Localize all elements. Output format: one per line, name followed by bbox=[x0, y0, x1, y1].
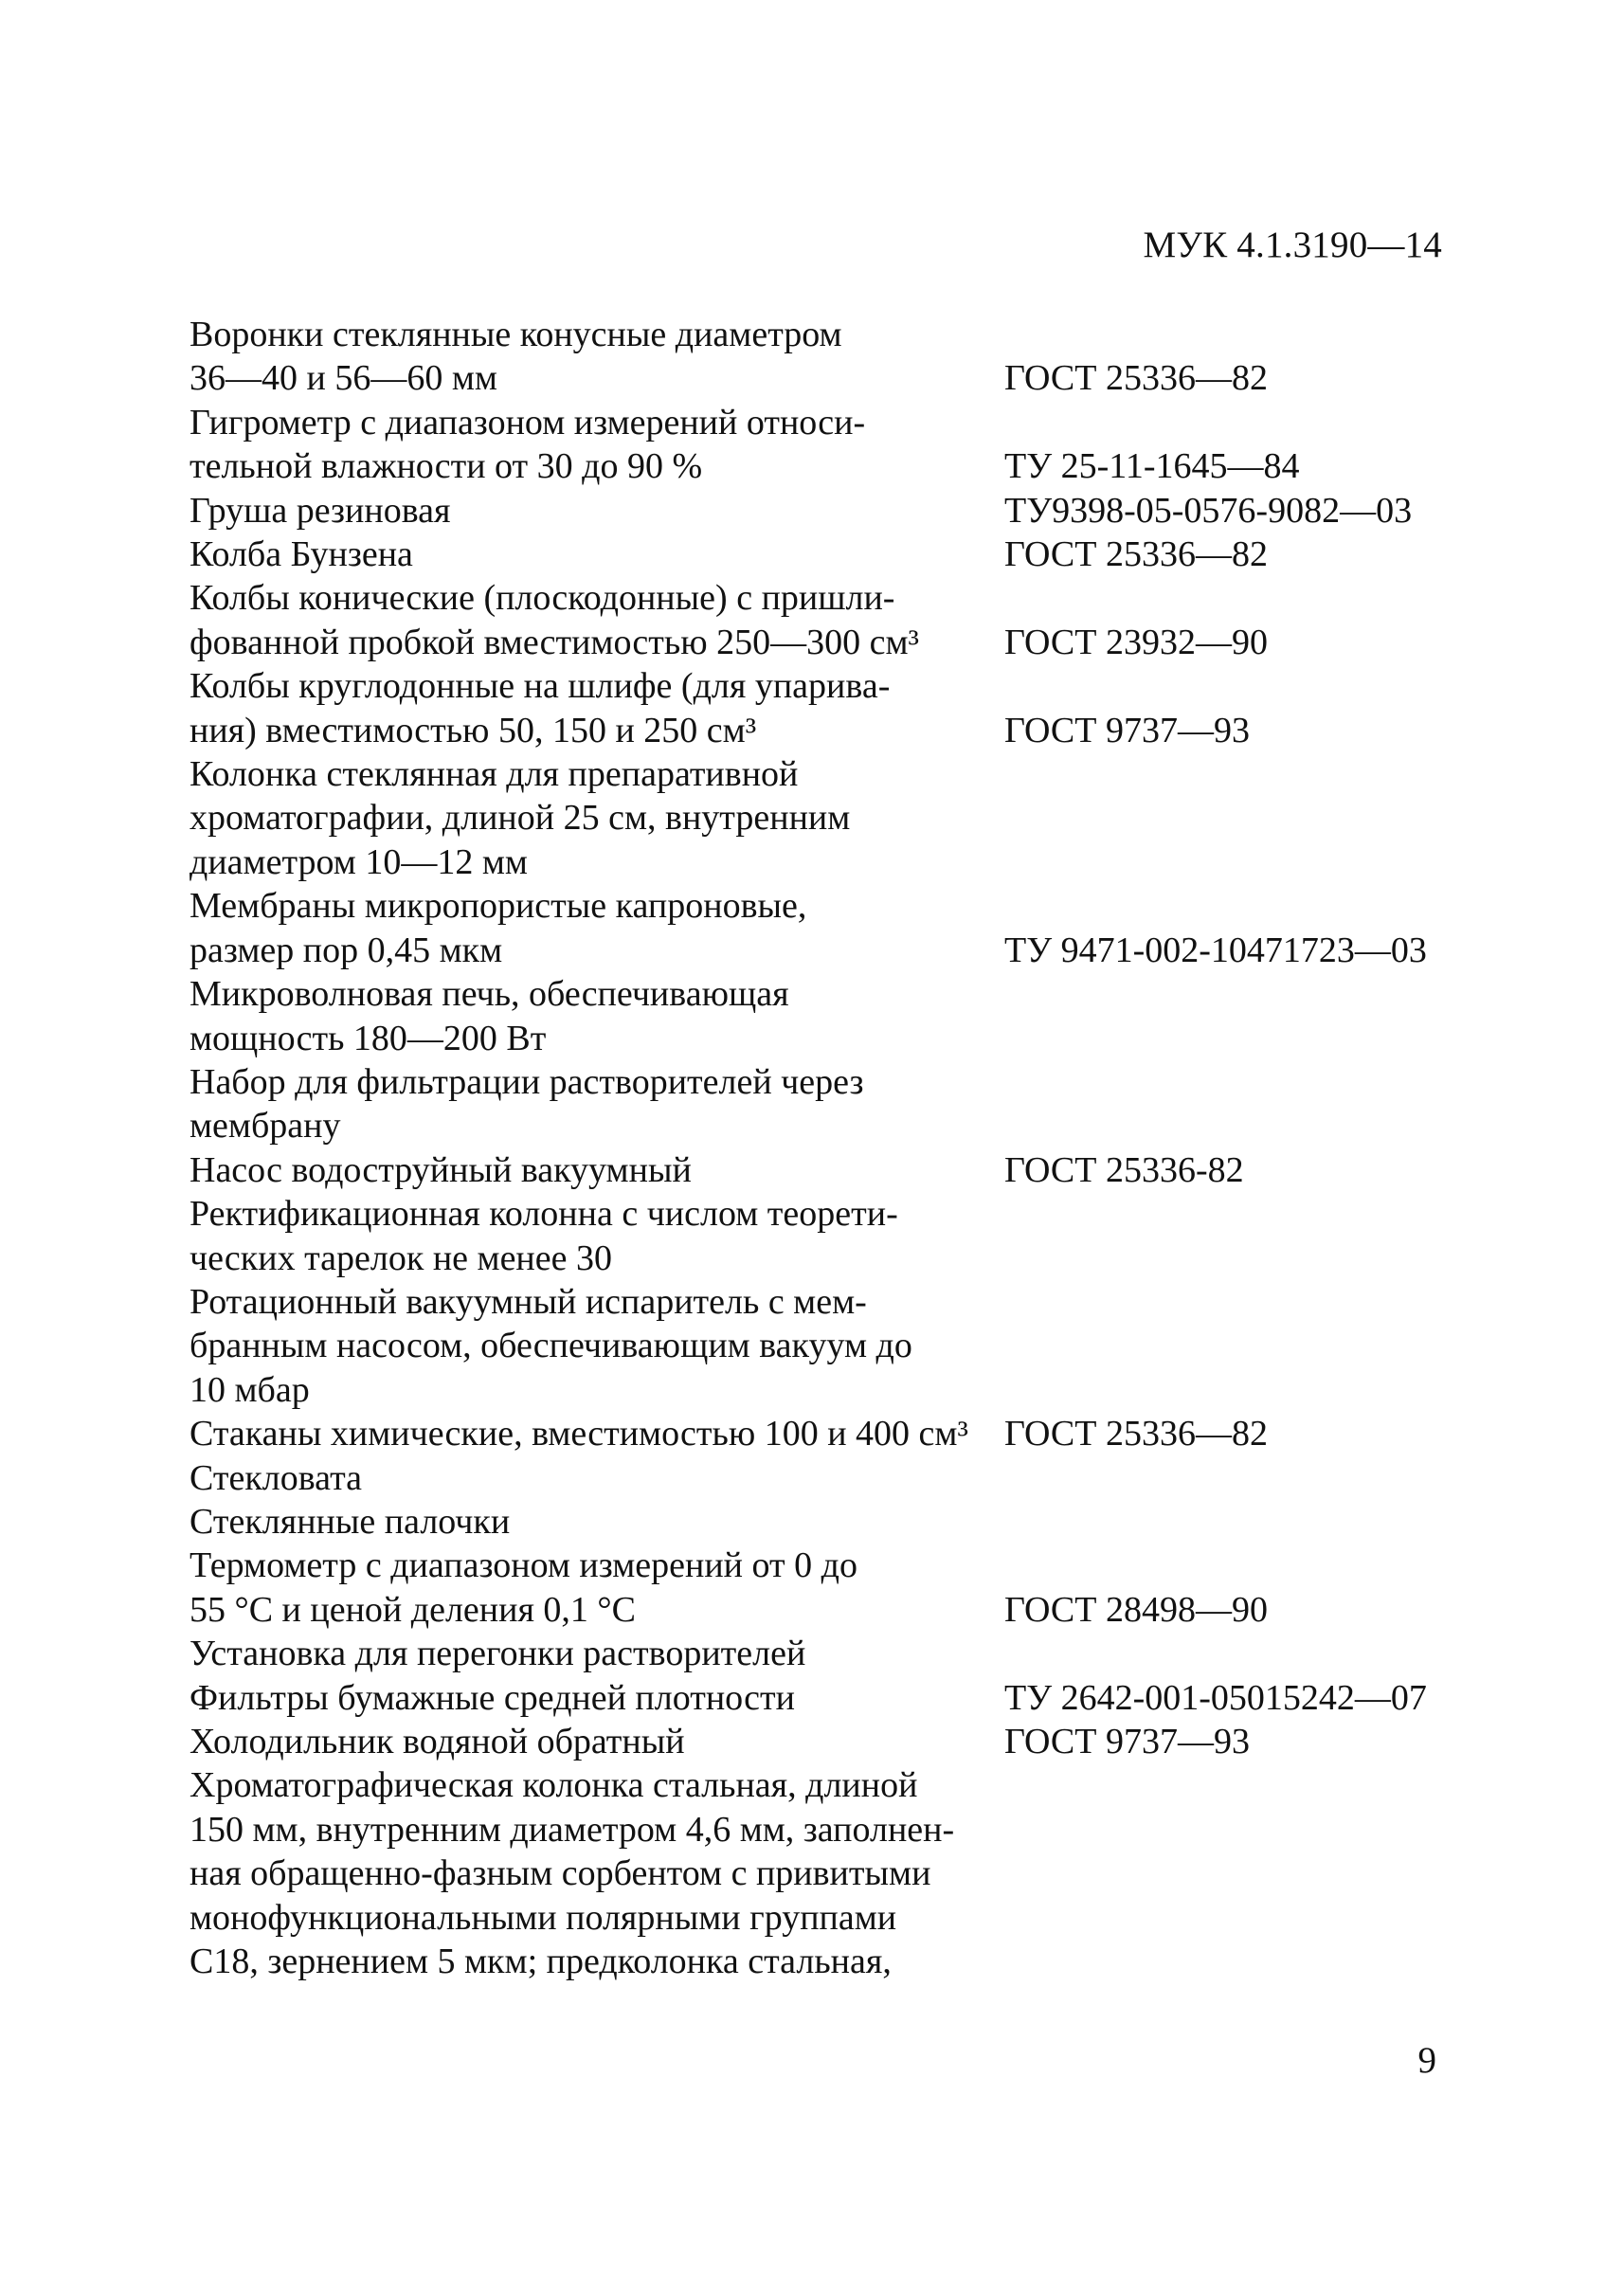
item-standard: ГОСТ 23932—90 bbox=[1004, 622, 1268, 662]
list-item bbox=[189, 576, 1497, 664]
list-item bbox=[189, 1412, 1497, 1455]
list-item bbox=[189, 1060, 1497, 1148]
item-standard: ТУ 2642-001-05015242—07 bbox=[1004, 1677, 1427, 1718]
item-standard: ГОСТ 25336—82 bbox=[1004, 358, 1268, 399]
list-item bbox=[189, 1676, 1497, 1720]
list-item bbox=[189, 533, 1497, 576]
item-standard: ТУ 25-11-1645—84 bbox=[1004, 446, 1300, 487]
item-name: Установка для перегонки растворителей bbox=[189, 1634, 806, 1674]
item-name: Колба Бунзена bbox=[189, 534, 413, 575]
item-name: Стеклянные палочки bbox=[189, 1501, 511, 1542]
item-name: Колбы конические (плоскодонные) с пришли- фованной пробкой вместимостью 250—300 см³ bbox=[189, 578, 919, 662]
item-name: Фильтры бумажные средней плотности bbox=[189, 1677, 795, 1718]
item-standard: ГОСТ 9737—93 bbox=[1004, 1722, 1250, 1761]
item-name: Гигрометр с диапазоном измерений относи- тельной влажности от 30 до 90 % bbox=[189, 402, 866, 487]
item-standard: ГОСТ 28498—90 bbox=[1004, 1589, 1268, 1630]
item-name: Микроволновая печь, обеспечивающая мощность 180—200 Вт bbox=[189, 974, 789, 1058]
item-name: Холодильник водяной обратный bbox=[189, 1722, 685, 1761]
list-item bbox=[189, 1280, 1497, 1412]
list-item bbox=[189, 1632, 1497, 1675]
item-name: Колбы круглодонные на шлифе (для упарива- ния) вместимостью 50, 150 и 250 см³ bbox=[189, 666, 891, 750]
item-standard: ТУ 9471-002-10471723—03 bbox=[1004, 930, 1427, 970]
document-code: МУК 4.1.3190—14 bbox=[1143, 225, 1442, 265]
list-item bbox=[189, 664, 1497, 752]
item-name: Стаканы химические, вместимостью 100 и 400 см³ bbox=[189, 1414, 968, 1454]
list-item bbox=[189, 1544, 1497, 1632]
item-name: Насос водоструйный вакуумный bbox=[189, 1149, 692, 1190]
equipment-list bbox=[189, 313, 1497, 1983]
list-item bbox=[189, 972, 1497, 1060]
page-number: 9 bbox=[1417, 2040, 1436, 2081]
list-item bbox=[189, 884, 1497, 972]
list-item bbox=[189, 1500, 1497, 1544]
item-standard: ГОСТ 25336—82 bbox=[1004, 534, 1268, 575]
item-name: Ротационный вакуумный испаритель с мем- бранным насосом, обеспечивающим вакуум до 10 мбар bbox=[189, 1281, 912, 1410]
item-standard: ТУ9398-05-0576-9082—03 bbox=[1004, 490, 1413, 531]
item-name: Набор для фильтрации растворителей через мембрану bbox=[189, 1061, 864, 1147]
item-standard: ГОСТ 9737—93 bbox=[1004, 710, 1250, 750]
list-item bbox=[189, 401, 1497, 489]
item-name: Груша резиновая bbox=[189, 490, 451, 531]
list-item bbox=[189, 489, 1497, 533]
list-item bbox=[189, 1763, 1497, 1983]
list-item bbox=[189, 1720, 1497, 1763]
list-item bbox=[189, 1192, 1497, 1280]
item-name: Ректификационная колонна с числом теорети- ческих тарелок не менее 30 bbox=[189, 1194, 898, 1278]
item-name: Мембраны микропористые капроновые, размер пор 0,45 мкм bbox=[189, 886, 807, 970]
list-item bbox=[189, 1456, 1497, 1500]
item-name: Воронки стеклянные конусные диаметром 36—40 и 56—60 мм bbox=[189, 315, 842, 399]
item-name: Стекловата bbox=[189, 1457, 363, 1498]
item-name: Термометр с диапазоном измерений от 0 до 55 °С и ценой деления 0,1 °С bbox=[189, 1545, 857, 1630]
item-name: Колонка стеклянная для препаративной хроматографии, длиной 25 см, внутренним диаметром 10—12 мм bbox=[189, 754, 851, 882]
list-item bbox=[189, 752, 1497, 884]
item-standard: ГОСТ 25336—82 bbox=[1004, 1414, 1268, 1454]
item-standard: ГОСТ 25336-82 bbox=[1004, 1149, 1244, 1190]
list-item bbox=[189, 313, 1497, 401]
item-name: Хроматографическая колонка стальная, длиной 150 мм, внутренним диаметром 4,6 мм, заполнен- ная обращенно-фазным сорбентом с привитыми монофункциональными полярными группами С18, зернением 5 мкм; предколонка стальная, bbox=[189, 1765, 955, 1982]
list-item bbox=[189, 1148, 1497, 1192]
